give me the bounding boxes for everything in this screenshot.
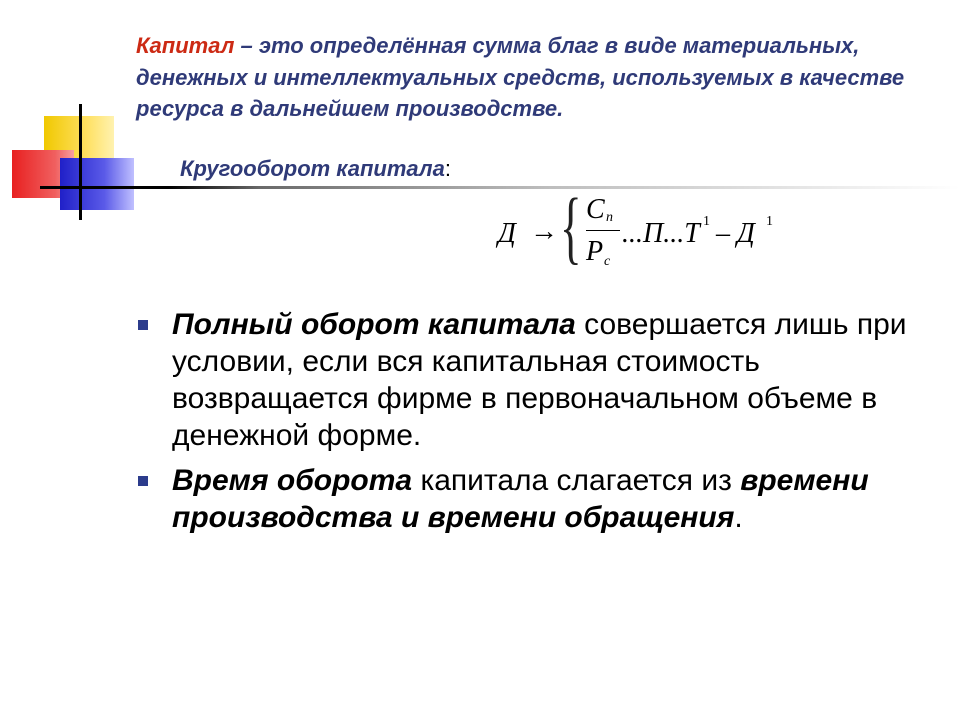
formula-arrow: → (530, 216, 558, 247)
bullet-emphasis: Время оборота (172, 464, 413, 497)
bullet-tail: . (734, 501, 743, 534)
formula-superscript-1: 1 (703, 214, 710, 229)
capital-definition (136, 30, 936, 125)
formula-production-commodity: ...П...Т (622, 218, 700, 249)
cycle-colon: : (444, 156, 451, 181)
bullet-emphasis-2: времени производства и времени обращения (172, 464, 869, 534)
formula-means-subscript: п (606, 210, 613, 225)
formula-money: Д (498, 218, 516, 249)
formula-money-prime: – Д (716, 218, 755, 249)
bullet-list (134, 306, 924, 536)
formula-labor-subscript: c (604, 254, 611, 269)
formula-brace: { (560, 181, 582, 272)
definition-text: – это определённая сумма благ в виде материальных, денежных и интеллектуальных средств, используемых в качестве ресурса в дальнейшем производстве. (136, 33, 905, 121)
capital-cycle-heading (180, 156, 451, 182)
capital-cycle-formula (490, 181, 790, 278)
blue-square (60, 158, 134, 210)
cycle-label: Кругооборот капитала (180, 156, 445, 181)
bullet-marker (138, 320, 148, 330)
bullet-full-turnover (134, 306, 924, 454)
formula-means-of-production: C (586, 194, 605, 225)
formula-superscript-2: 1 (766, 214, 773, 229)
bullet-text: совершается лишь при условии, если вся капитальная стоимость возвращается фирме в первоначальном объеме в денежной форме. (172, 308, 907, 452)
bullet-text: капитала слагается из (412, 464, 741, 497)
formula-labor-force: P (586, 236, 604, 267)
bullet-marker (138, 476, 148, 486)
formula-fraction-bar (586, 230, 620, 231)
bullet-emphasis: Полный оборот капитала (172, 308, 576, 341)
vertical-rule (79, 104, 82, 220)
bullet-turnover-time (134, 462, 924, 536)
definition-term: Капитал (136, 33, 235, 58)
